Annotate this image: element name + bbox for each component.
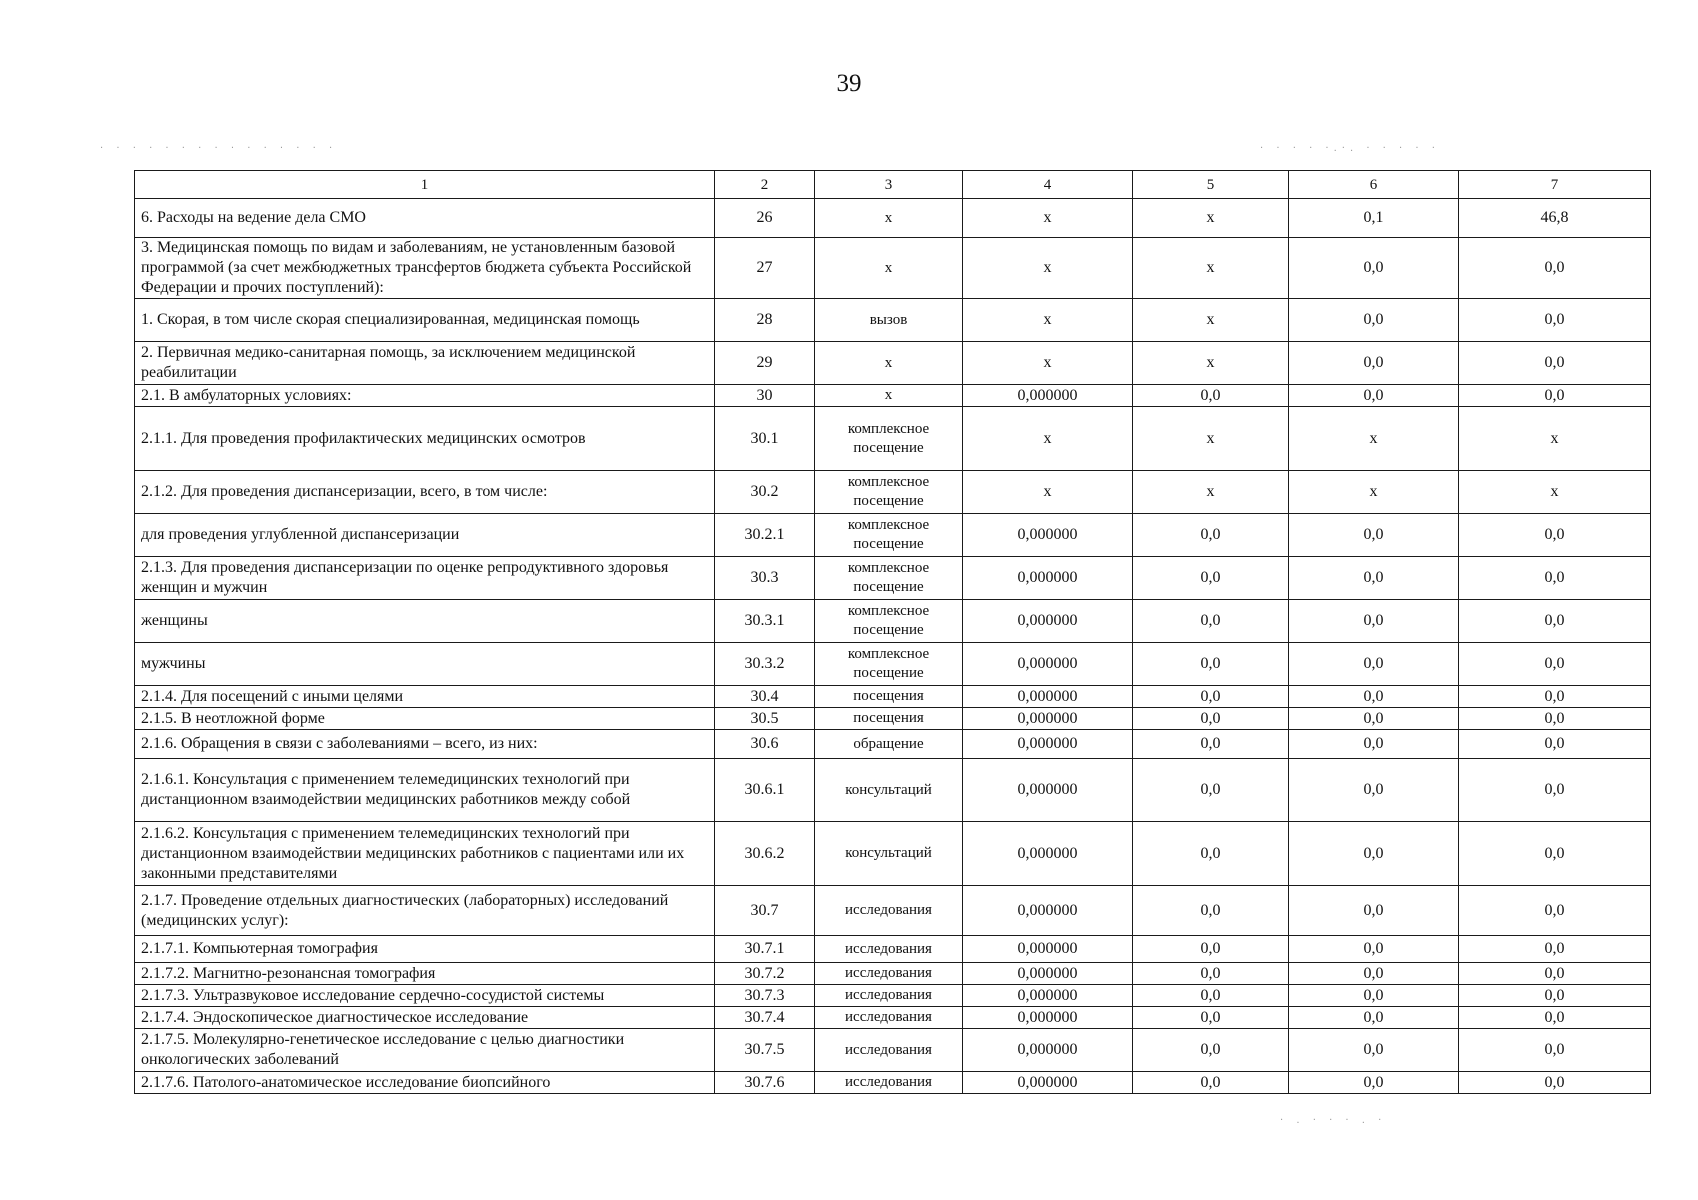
cell-col6: 0,0 [1289, 963, 1459, 985]
data-table [134, 170, 1651, 1094]
row-name: 2.1.6. Обращения в связи с заболеваниями – всего, из них: [135, 730, 715, 759]
table-row [135, 514, 1651, 557]
row-unit: комплексное посещение [815, 600, 963, 643]
row-number: 27 [715, 238, 815, 299]
column-number: 2 [715, 171, 815, 199]
cell-col7: 0,0 [1459, 238, 1651, 299]
row-number: 30.3 [715, 557, 815, 600]
cell-col6: 0,0 [1289, 238, 1459, 299]
row-number: 30.6.1 [715, 759, 815, 822]
cell-col4: 0,000000 [963, 600, 1133, 643]
cell-col6: 0,0 [1289, 708, 1459, 730]
row-number: 30 [715, 385, 815, 407]
cell-col7: 0,0 [1459, 822, 1651, 886]
table-row [135, 1072, 1651, 1094]
row-number: 30.7 [715, 886, 815, 936]
cell-col7: 0,0 [1459, 514, 1651, 557]
table-row [135, 299, 1651, 342]
table-row [135, 199, 1651, 238]
cell-col5: 0,0 [1133, 643, 1289, 686]
cell-col5: x [1133, 471, 1289, 514]
row-name: 2.1.5. В неотложной форме [135, 708, 715, 730]
cell-col7: 0,0 [1459, 963, 1651, 985]
cell-col4: x [963, 471, 1133, 514]
row-unit: x [815, 238, 963, 299]
row-name: 2.1.2. Для проведения диспансеризации, всего, в том числе: [135, 471, 715, 514]
row-unit: исследования [815, 963, 963, 985]
cell-col5: 0,0 [1133, 686, 1289, 708]
column-number: 1 [135, 171, 715, 199]
cell-col6: 0,0 [1289, 759, 1459, 822]
cell-col5: x [1133, 407, 1289, 471]
cell-col5: 0,0 [1133, 730, 1289, 759]
cell-col6: 0,0 [1289, 730, 1459, 759]
cell-col6: 0,1 [1289, 199, 1459, 238]
table-row [135, 936, 1651, 963]
cell-col6: 0,0 [1289, 385, 1459, 407]
cell-col4: 0,000000 [963, 643, 1133, 686]
cell-col6: 0,0 [1289, 936, 1459, 963]
row-name: 2.1.6.2. Консультация с применением телемедицинских технологий при дистанционном взаимодействии медицинских работников с пациентами или их законными представителями [135, 822, 715, 886]
cell-col6: 0,0 [1289, 686, 1459, 708]
cell-col4: x [963, 199, 1133, 238]
cell-col7: x [1459, 407, 1651, 471]
table-row [135, 385, 1651, 407]
row-name: 2.1.1. Для проведения профилактических медицинских осмотров [135, 407, 715, 471]
cell-col4: 0,000000 [963, 759, 1133, 822]
cell-col5: 0,0 [1133, 822, 1289, 886]
row-name: 6. Расходы на ведение дела СМО [135, 199, 715, 238]
row-number: 30.3.1 [715, 600, 815, 643]
cell-col7: 0,0 [1459, 1072, 1651, 1094]
row-number: 30.3.2 [715, 643, 815, 686]
cell-col5: 0,0 [1133, 385, 1289, 407]
cell-col7: 0,0 [1459, 385, 1651, 407]
cell-col7: 0,0 [1459, 643, 1651, 686]
row-name: 2.1.6.1. Консультация с применением телемедицинских технологий при дистанционном взаимодействии медицинских работников между собой [135, 759, 715, 822]
cell-col6: 0,0 [1289, 514, 1459, 557]
cell-col5: 0,0 [1133, 557, 1289, 600]
row-unit: x [815, 199, 963, 238]
row-number: 30.7.3 [715, 985, 815, 1007]
row-unit: консультаций [815, 759, 963, 822]
cell-col5: x [1133, 342, 1289, 385]
row-number: 30.6 [715, 730, 815, 759]
row-unit: вызов [815, 299, 963, 342]
row-name: 2.1.7.5. Молекулярно-генетическое исследование с целью диагностики онкологических заболеваний [135, 1029, 715, 1072]
row-unit: исследования [815, 985, 963, 1007]
cell-col4: x [963, 238, 1133, 299]
row-name: 2.1.3. Для проведения диспансеризации по оценке репродуктивного здоровья женщин и мужчин [135, 557, 715, 600]
cell-col4: 0,000000 [963, 1007, 1133, 1029]
cell-col5: 0,0 [1133, 985, 1289, 1007]
cell-col7: 0,0 [1459, 985, 1651, 1007]
table-row [135, 730, 1651, 759]
cell-col4: 0,000000 [963, 1029, 1133, 1072]
column-number: 3 [815, 171, 963, 199]
row-name: 2.1.7. Проведение отдельных диагностических (лабораторных) исследований (медицинских услуг): [135, 886, 715, 936]
row-name: 2.1.4. Для посещений с иными целями [135, 686, 715, 708]
cell-col6: 0,0 [1289, 1007, 1459, 1029]
cell-col4: 0,000000 [963, 822, 1133, 886]
cell-col6: 0,0 [1289, 886, 1459, 936]
cell-col5: 0,0 [1133, 1029, 1289, 1072]
row-unit: x [815, 385, 963, 407]
cell-col7: 0,0 [1459, 1029, 1651, 1072]
row-number: 30.7.5 [715, 1029, 815, 1072]
cell-col7: 0,0 [1459, 708, 1651, 730]
cell-col6: x [1289, 407, 1459, 471]
cell-col7: x [1459, 471, 1651, 514]
cell-col6: 0,0 [1289, 1029, 1459, 1072]
table-row [135, 1029, 1651, 1072]
row-unit: исследования [815, 886, 963, 936]
cell-col5: 0,0 [1133, 1007, 1289, 1029]
cell-col5: 0,0 [1133, 886, 1289, 936]
row-number: 30.2.1 [715, 514, 815, 557]
row-unit: посещения [815, 686, 963, 708]
row-number: 30.6.2 [715, 822, 815, 886]
cell-col7: 46,8 [1459, 199, 1651, 238]
cell-col4: 0,000000 [963, 514, 1133, 557]
row-number: 30.1 [715, 407, 815, 471]
cell-col5: x [1133, 299, 1289, 342]
table-row [135, 557, 1651, 600]
cell-col5: 0,0 [1133, 708, 1289, 730]
table-row [135, 985, 1651, 1007]
cell-col4: 0,000000 [963, 963, 1133, 985]
column-number-row [135, 171, 1651, 199]
cell-col7: 0,0 [1459, 299, 1651, 342]
table-row [135, 886, 1651, 936]
row-name: 2.1.7.3. Ультразвуковое исследование сердечно-сосудистой системы [135, 985, 715, 1007]
table-row [135, 471, 1651, 514]
row-number: 30.7.2 [715, 963, 815, 985]
column-number: 6 [1289, 171, 1459, 199]
row-name: 2.1. В амбулаторных условиях: [135, 385, 715, 407]
cell-col6: 0,0 [1289, 299, 1459, 342]
row-name: для проведения углубленной диспансеризации [135, 514, 715, 557]
cell-col6: 0,0 [1289, 643, 1459, 686]
table-row [135, 407, 1651, 471]
table-row [135, 708, 1651, 730]
row-name: 2.1.7.4. Эндоскопическое диагностическое исследование [135, 1007, 715, 1029]
cell-col6: 0,0 [1289, 822, 1459, 886]
table-row [135, 342, 1651, 385]
row-unit: консультаций [815, 822, 963, 886]
row-number: 29 [715, 342, 815, 385]
cell-col6: x [1289, 471, 1459, 514]
row-name: мужчины [135, 643, 715, 686]
cell-col4: 0,000000 [963, 385, 1133, 407]
row-number: 30.7.4 [715, 1007, 815, 1029]
table-row [135, 600, 1651, 643]
scan-noise-line: · · · · · · · · · · · · · · · [100, 143, 338, 154]
cell-col7: 0,0 [1459, 936, 1651, 963]
row-unit: обращение [815, 730, 963, 759]
cell-col7: 0,0 [1459, 600, 1651, 643]
row-unit: комплексное посещение [815, 471, 963, 514]
cell-col4: 0,000000 [963, 557, 1133, 600]
cell-col6: 0,0 [1289, 342, 1459, 385]
row-name: 2.1.7.2. Магнитно-резонансная томография [135, 963, 715, 985]
row-unit: комплексное посещение [815, 643, 963, 686]
cell-col5: x [1133, 199, 1289, 238]
row-unit: исследования [815, 936, 963, 963]
cell-col5: 0,0 [1133, 759, 1289, 822]
cell-col4: 0,000000 [963, 936, 1133, 963]
cell-col5: x [1133, 238, 1289, 299]
row-unit: исследования [815, 1072, 963, 1094]
table-row [135, 1007, 1651, 1029]
cell-col6: 0,0 [1289, 1072, 1459, 1094]
table-row [135, 822, 1651, 886]
row-name: женщины [135, 600, 715, 643]
cell-col7: 0,0 [1459, 1007, 1651, 1029]
cell-col7: 0,0 [1459, 342, 1651, 385]
table-row [135, 759, 1651, 822]
row-unit: исследования [815, 1029, 963, 1072]
cell-col7: 0,0 [1459, 730, 1651, 759]
row-name: 2.1.7.6. Патолого-анатомическое исследование биопсийного [135, 1072, 715, 1094]
cell-col5: 0,0 [1133, 963, 1289, 985]
row-number: 30.2 [715, 471, 815, 514]
cell-col7: 0,0 [1459, 886, 1651, 936]
table-row [135, 238, 1651, 299]
cell-col4: x [963, 407, 1133, 471]
cell-col4: 0,000000 [963, 686, 1133, 708]
cell-col4: x [963, 299, 1133, 342]
cell-col6: 0,0 [1289, 985, 1459, 1007]
scan-noise-line: · . · · · . · [1280, 1115, 1387, 1126]
column-number: 5 [1133, 171, 1289, 199]
row-number: 28 [715, 299, 815, 342]
row-name: 2.1.7.1. Компьютерная томография [135, 936, 715, 963]
column-number: 4 [963, 171, 1133, 199]
table-row [135, 643, 1651, 686]
cell-col4: 0,000000 [963, 1072, 1133, 1094]
cell-col4: 0,000000 [963, 886, 1133, 936]
row-number: 30.5 [715, 708, 815, 730]
cell-col5: 0,0 [1133, 514, 1289, 557]
row-number: 26 [715, 199, 815, 238]
scan-noise-line: · · · · ·.·. · · · · · [1260, 143, 1440, 154]
cell-col7: 0,0 [1459, 759, 1651, 822]
table-row [135, 963, 1651, 985]
row-number: 30.4 [715, 686, 815, 708]
row-unit: x [815, 342, 963, 385]
cell-col5: 0,0 [1133, 936, 1289, 963]
table-row [135, 686, 1651, 708]
cell-col4: x [963, 342, 1133, 385]
cell-col4: 0,000000 [963, 708, 1133, 730]
cell-col5: 0,0 [1133, 600, 1289, 643]
cell-col7: 0,0 [1459, 557, 1651, 600]
row-unit: исследования [815, 1007, 963, 1029]
row-name: 1. Скорая, в том числе скорая специализированная, медицинская помощь [135, 299, 715, 342]
row-unit: комплексное посещение [815, 407, 963, 471]
row-unit: комплексное посещение [815, 557, 963, 600]
row-name: 2. Первичная медико-санитарная помощь, за исключением медицинской реабилитации [135, 342, 715, 385]
cell-col4: 0,000000 [963, 985, 1133, 1007]
page-number: 39 [836, 70, 862, 97]
cell-col4: 0,000000 [963, 730, 1133, 759]
cell-col6: 0,0 [1289, 557, 1459, 600]
row-unit: посещения [815, 708, 963, 730]
row-number: 30.7.1 [715, 936, 815, 963]
cell-col7: 0,0 [1459, 686, 1651, 708]
row-number: 30.7.6 [715, 1072, 815, 1094]
cell-col5: 0,0 [1133, 1072, 1289, 1094]
cell-col6: 0,0 [1289, 600, 1459, 643]
row-unit: комплексное посещение [815, 514, 963, 557]
row-name: 3. Медицинская помощь по видам и заболеваниям, не установленным базовой программой (за счет межбюджетных трансфертов бюджета субъекта Российской Федерации и прочих поступлений): [135, 238, 715, 299]
column-number: 7 [1459, 171, 1651, 199]
